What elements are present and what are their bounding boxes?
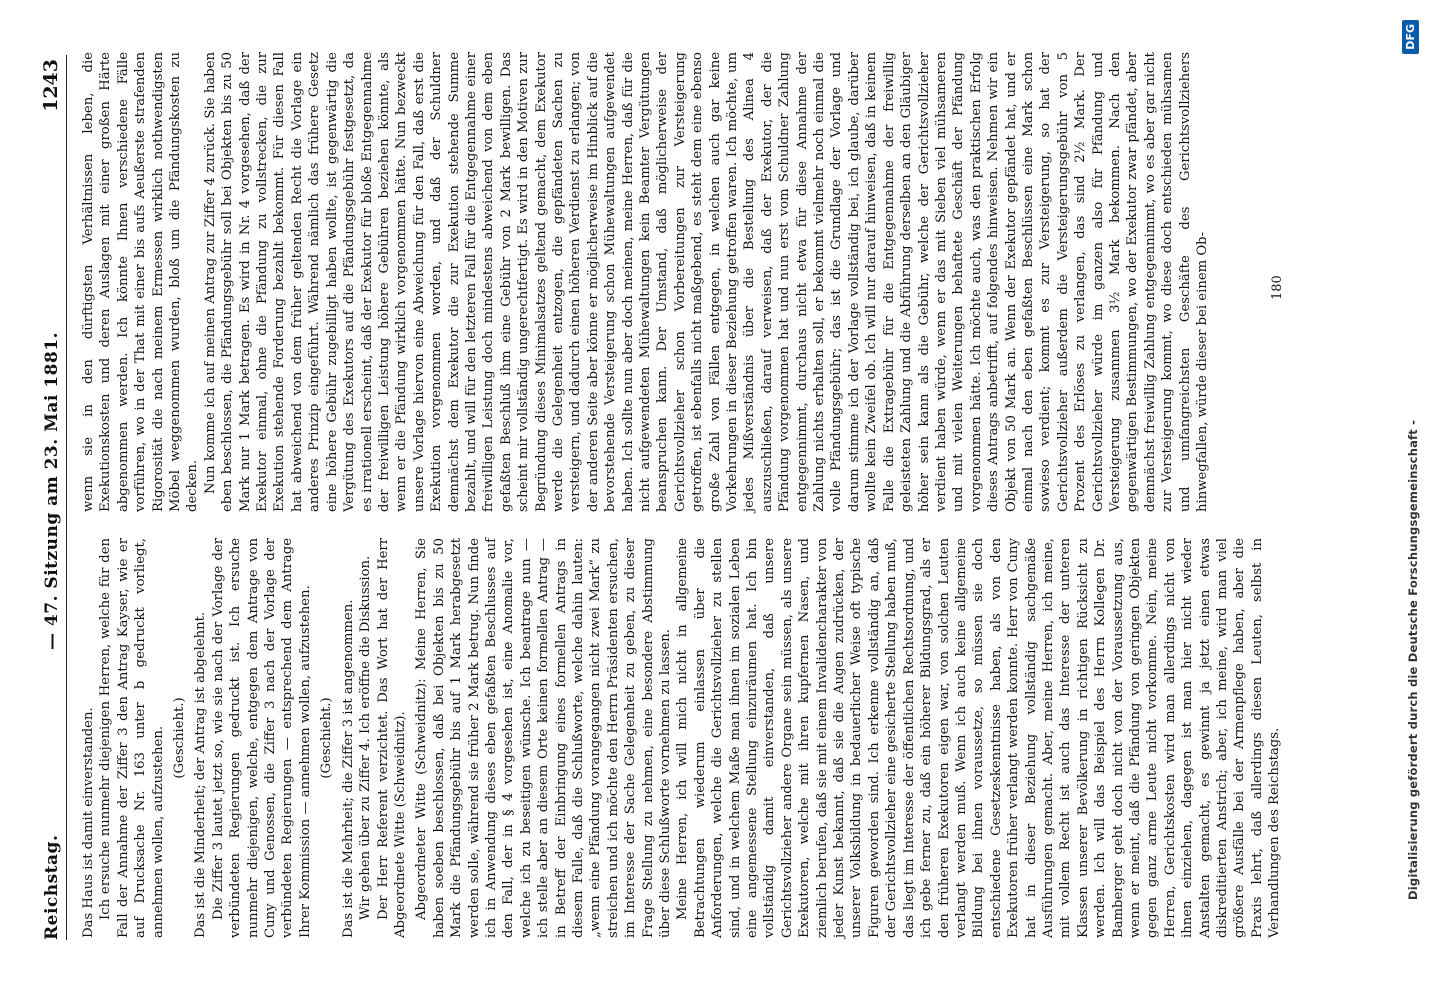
footer-page-number: 180 — [1270, 275, 1285, 300]
header-left: Reichstag. — [42, 834, 62, 940]
page-header — [36, 55, 67, 940]
dfg-logo: DFG — [1402, 20, 1419, 54]
paragraph: (Geschieht.) — [319, 697, 335, 779]
header-page-number: 1243 — [40, 59, 62, 112]
digitization-note — [1398, 20, 1428, 900]
paragraph: Das ist die Minderheit; der Antrag ist abgelehnt. — [193, 611, 209, 938]
paragraph: Der Herr Referent verzichtet. Das Wort hat der Herr Abgeordnete Witte (Schweidnitz). — [375, 538, 408, 938]
header-session: — 47. Sitzung am 23. Mai 1881. — [42, 331, 62, 650]
paragraph: wenn sie in den dürftigsten Verhältnissen leben, die Exekutionskosten und deren Auslagen mit einer großen Härte abgenommen werden. Ich könnte Ihnen verschiedene Fälle vorführen, wo in der That mit einer bis aufs Aeußerste strafenden Rigorosität die nach meinem Ermessen wirklich nothwendigsten Möbel weggenommen wurden, bloß um die Pfändungskosten zu decken. — [81, 52, 201, 512]
paragraph: Nun komme ich auf meinen Antrag zur Ziffer 4 zurück. Sie haben eben beschlossen, die Pfändungsgebühr soll bei Objekten bis zu 50 Mark nur 1 Mark betragen. Es wird in Nr. 4 vorgesehen, daß der Exekutor einmal, ohne die Pfändung zu vollstrecken, die zur Exekution stehende Forderung bezahlt bekommt. Für diesen Fall hat abweichend von dem früher geltenden Recht die Vorlage ein anderes Prinzip eingeführt. Während nämlich das frühere Gesetz eine höhere Gebühr zugebilligt haben wollte, ist gegenwärtig die Vergütung des Exekutors auf die Pfändungsgebühr festgesetzt, da es irrationell erscheint, daß der Exekutor für bloße Entgegennahme der freiwilligen Leistung höhere Gebühren beziehen könnte, als wenn er die Pfändung wirklich vorgenommen hätte. Nun bezweckt unsere Vorlage hiervon eine Abweichung für den Fall, daß erst die Exekution vorgenommen worden, und daß der Schuldner demnächst dem Exekutor die zur Exekution stehende Summe bezahlt, und will für den letzteren Fall für die Entgegennahme einer freiwilligen Leistung doch mindestens abweichend von dem eben gefaßten Beschluß ihm eine Gebühr von 2 Mark bewilligen. Das scheint mir vollständig ungerechtfertigt. Es wird in den Motiven zur Begründung dieses Minimalsatzes geltend gemacht, dem Exekutor werde die Gelegenheit entzogen, die gepfändeten Sachen zu versteigern, und dadurch einen höheren Verdienst zu erlangen; von der anderen Seite aber könne er möglicherweise im Hinblick auf die bevorstehende Versteigerung schon Mühewaltungen aufgewendet haben. Ich sollte nun aber doch meinen, meine Herren, daß für die nicht aufgewendeten Mühewaltungen kein Beamter Vergütungen beanspruchen kann. Der Umstand, daß möglicherweise der Gerichtsvollzieher schon Vorbereitungen zur Versteigerung getroffen, ist ebenfalls nicht maßgebend, es steht dem eine ebenso große Zahl von Fällen entgegen, in welchen auch gar keine Vorkehrungen in dieser Beziehung getroffen waren. Ich möchte, um jedes Mißverständnis über die Bestellung des Alinea 4 auszuschließen, darauf verweisen, daß der Exekutor, der die Pfändung vorgenommen hat und nun erst vom Schuldner Zahlung entgegennimmt, durchaus nicht etwa für diese Annahme der Zahlung nichts erhalten soll, er bekommt vielmehr noch einmal die volle Pfändungsgebühr; das ist die Grundlage der Vorlage und darum stimme ich der Vorlage vollständig bei, ich glaube, darüber wollte kein Zweifel ob. Ich will nur darauf hinweisen, daß in keinem Falle die Extragebühr für die Entgegennahme der freiwillig geleisteten Zahlung und die Abführung derselben an den Gläubiger höher sein kann als die Gebühr, welche der Gerichtsvollzieher verdient haben würde, wenn er das mit Sieben viel mühsameren und mit vielen Weiterungen behaftete Geschäft der Pfändung vorgenommen hätte. Ich möchte auch, was den praktischen Erfolg dieses Antrags anbetrifft, auf folgendes hinweisen. Nehmen wir ein Objekt von 50 Mark an. Wenn der Exekutor gepfändet hat, und er einmal nach den eben gefaßten Beschlüssen eine Mark schon sowieso verdient; kommt es zur Versteigerung, so hat der Gerichtsvollzieher außerdem die Versteigerungsgebühr von 5 Prozent des Erlöses zu verlangen, das sind 2½ Mark. Der Gerichtsvollzieher würde im ganzen also für Pfändung und Versteigerung zusammen 3½ Mark bekommen. Nach den gegenwärtigen Bestimmungen, wo der Exekutor zwar pfändet, aber demnächst freiwillig Zahlung entgegennimmt, wo es aber gar nicht zur Versteigerung kommt, wo diese doch entschieden mühsamen und umfangreichsten Geschäfte des Gerichtsvollziehers hinwegfallen, würde dieser bei einem Ob- — [202, 52, 1210, 512]
paragraph: Ich ersuche nunmehr diejenigen Herren, welche für den Fall der Annahme der Ziffer 3 den Antrag Kayser, wie er auf Drucksache Nr. 163 unter b gedruckt vorliegt, annehmen wollen, aufzustehen. — [98, 538, 166, 938]
paragraph: Wir gehen über zu Ziffer 4. Ich eröffne die Diskussion. — [358, 555, 374, 920]
left-column — [80, 538, 1284, 938]
paragraph: (Geschieht.) — [172, 697, 188, 779]
paragraph: Meine Herren, ich will mich nicht in allgemeine Betrachtungen wiederum einlassen über die Anforderungen, welche die Gerichtsvollzieher zu stellen sind, und in welchem Maße man ihnen im sozialen Leben eine angemessene Stellung einzuräumen hat. Ich bin vollständig damit einverstanden, daß unsere Gerichtsvollzieher andere Organe sein müssen, als unsere Exekutoren, welche mit ihren kupfernen Nasen, und ziemlich berufen, daß sie mit einem Invalidencharakter von jeder Kunst bekannt, daß sie die Augen zudrücken, der unserer Volksbildung in bedauerlicher Weise oft typische Figuren geworden sind. Ich erkenne vollständig an, daß der Gerichtsvollzieher eine gesicherte Stellung haben muß, das liegt im Interesse der öffentlichen Rechtsordnung, und ich gebe ferner zu, daß ein höherer Bildungsgrad, als er den früheren Exekutoren eigen war, von solchen Leuten verlangt werden muß. Wenn ich auch keine allgemeine Bildung bei ihnen voraussetze, so müssen sie doch entschiedene Gesetzeskenntnisse haben, als von den Exekutoren früher verlangt werden konnte. Herr von Cuny hat in dieser Beziehung vollständig sachgemäße Ausführungen gemacht. Aber, meine Herren, ich meine, mit vollem Recht ist auch das Interesse der unteren Klassen unserer Bevölkerung in richtigen Rücksicht zu werden. Ich will das Beispiel des Herrn Kollegen Dr. Bamberger geht doch nicht von der Voraussetzung aus, wenn er meint, daß die Pfändung von geringen Objekten gegen ganz arme Leute nicht vorkomme. Nein, meine Herren, Gerichtskosten wird man allerdings nicht von ihnen einziehen, dagegen ist man hier nicht wieder Anstalten gemacht, es gewinnt ja jetzt einen etwas diskreditierten Anstrich; aber, ich meine, wird man viel größere Ausfälle bei der Armenpflege haben, aber die Praxis lehrt, daß allerdings diesen Leuten, selbst in Verhandlungen des Reichstags. — [675, 538, 1283, 938]
right-column — [80, 52, 1211, 512]
paragraph: Die Ziffer 3 lautet jetzt so, wie sie nach der Vorlage der verbündeten Regierungen gedruckt ist. Ich ersuche nunmehr diejenigen, welche, entgegen dem Antrage von Cuny und Genossen, die Ziffer 3 nach der Vorlage der verbündeten Regierungen — entsprechend dem Antrage Ihrer Kommission — annehmen wollen, aufzustehen. — [210, 538, 313, 938]
digitization-text: Digitalisierung gefördert durch die Deutsche Forschungsgemeinschaft - — [1406, 419, 1420, 900]
paragraph: Das ist die Mehrheit; die Ziffer 3 ist angenommen. — [340, 599, 356, 938]
paragraph: Abgeordneter Witte (Schweidnitz): Meine Herren, Sie haben soeben beschlossen, daß bei Objekten bis zu 50 Mark die Pfändungsgebühr bis auf 1 Mark herabgesetzt werden solle, während sie früher 2 Mark betrug. Nun finde ich in Anwendung dieses eben gefaßten Beschlusses auf den Fall, der in § 4 vorgesehen ist, eine Anomalie vor, welche ich zu beseitigen wünsche. Ich beantrage nun — ich stelle aber an diesem Orte keinen formellen Antrag — in Betreff der Einbringung eines formellen Antrags in diesem Falle, daß die Schlußworte, welche dahin lauten: „wenn eine Pfändung vorangegangen nicht zwei Mark“ zu streichen und ich möchte den Herrn Präsidenten ersuchen, im Interesse der Sache Gelegenheit zu geben, zu dieser Frage Stellung zu nehmen, eine besondere Abstimmung über diese Schlußworte vornehmen zu lassen. — [414, 538, 673, 938]
paragraph: Das Haus ist damit einverstanden. — [81, 707, 96, 938]
